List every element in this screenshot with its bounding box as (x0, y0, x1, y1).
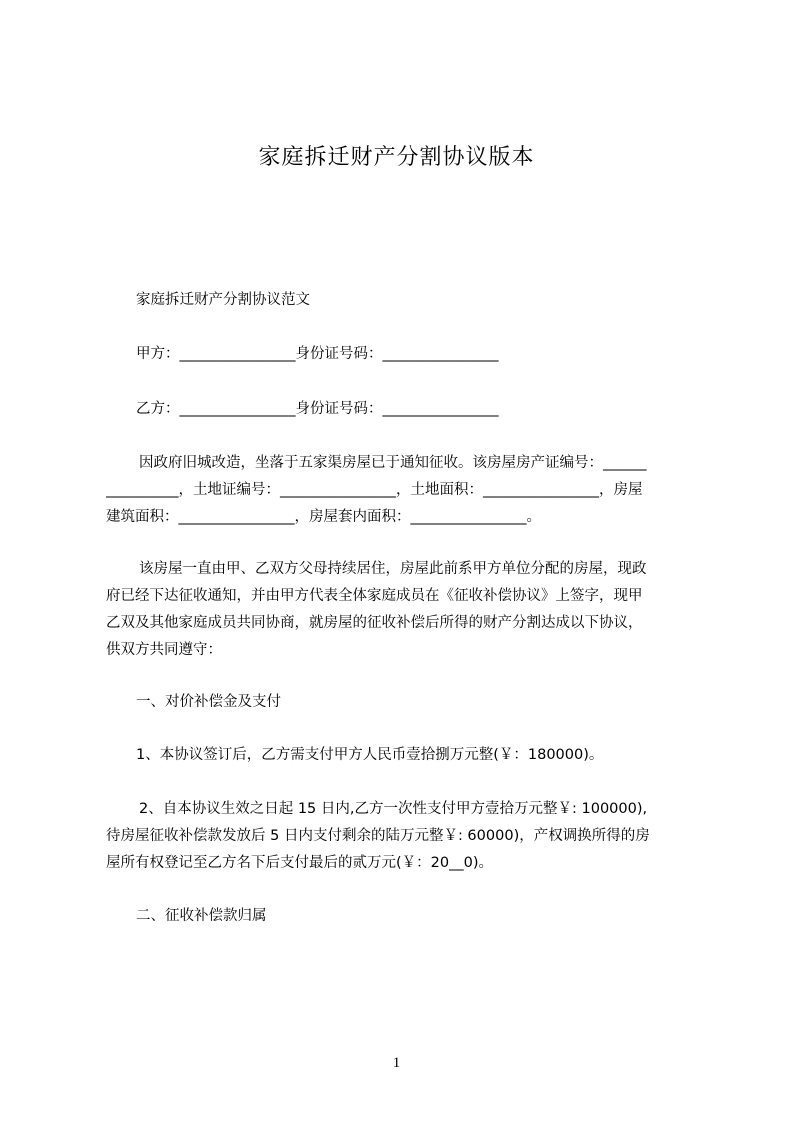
paragraph-2-line-4: 供双方共同遵守： (106, 642, 222, 658)
paragraph-2-line-1: 该房屋一直由甲、乙双方父母持续居住，房屋此前系甲方单位分配的房屋，现政 (139, 561, 647, 577)
clause-2-line-1: 2、自本协议生效之日起 15 日内,乙方一次性支付甲方壹拾万元整￥: 100000), (139, 801, 648, 817)
paragraph-1-line-2: __________，土地证编号：________________，土地面积：________________，房屋 (106, 482, 643, 498)
paragraph-2-line-2: 府已经下达征收通知，并由甲方代表全体家庭成员在《征收补偿协议》上签字，现甲 (106, 588, 643, 604)
paragraph-1-line-1: 因政府旧城改造，坐落于五家渠房屋已于通知征收。该房屋房产证编号：______ (139, 455, 647, 471)
section-2-heading: 二、征收补偿款归属 (136, 908, 267, 924)
clause-1: 1、本协议签订后，乙方需支付甲方人民币壹拾捌万元整(￥：180000)。 (136, 747, 604, 763)
clause-2-line-2: 待房屋征收补偿款发放后 5 日内支付剩余的陆万元整￥: 60000)，产权调换所得的房 (106, 828, 650, 844)
party-b-line: 乙方：________________身份证号码：________________ (136, 401, 499, 417)
paragraph-1-line-3: 建筑面积：________________，房屋套内面积：________________。 (106, 509, 541, 525)
document-title: 家庭拆迁财产分割协议版本 (258, 145, 535, 170)
clause-2-line-3: 屋所有权登记至乙方名下后支付最后的贰万元(￥：20__0)。 (106, 855, 493, 871)
paragraph-2-line-3: 乙双及其他家庭成员共同协商，就房屋的征收补偿后所得的财产分割达成以下协议， (106, 615, 643, 631)
page-number: 1 (392, 1055, 401, 1071)
party-a-line: 甲方：________________身份证号码：________________ (136, 346, 499, 362)
document-subtitle: 家庭拆迁财产分割协议范文 (136, 292, 310, 308)
section-1-heading: 一、对价补偿金及支付 (136, 694, 281, 710)
